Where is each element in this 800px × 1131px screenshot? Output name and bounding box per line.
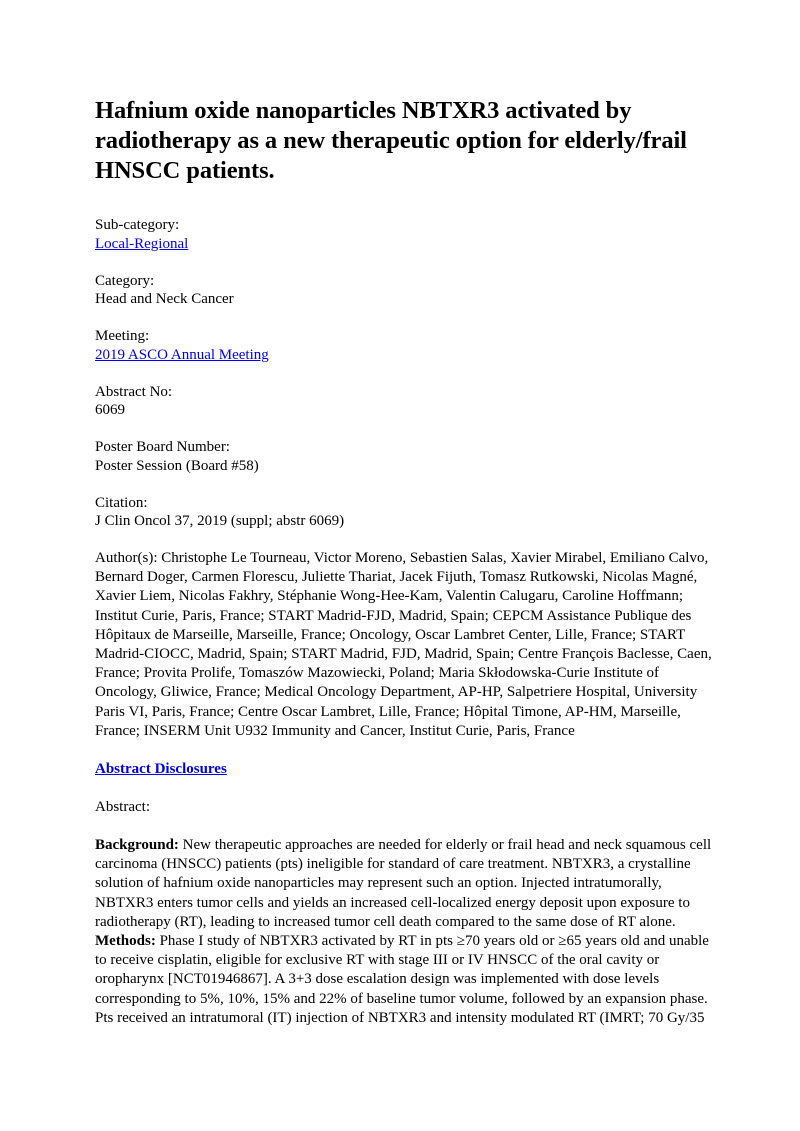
poster-board-value: Poster Session (Board #58) [95,457,259,474]
category-value: Head and Neck Cancer [95,291,234,307]
methods-text: Phase I study of NBTXR3 activated by RT in pts ≥70 years old or ≥65 years old and unable to receive cisplatin, eligible for exclusive RT with stage III or IV HNSCC of the oral cavity or oropharynx [NCT01946867]. A 3+3 dose escalation design was implemented with dose levels corresponding to 5%, 10%, 15% and 22% of baseline tumor volume, followed by an expansion phase. Pts received an intratumoral (IT) injection of NBTXR3 and intensity modulated RT (IMRT; 70 Gy/35 [95,933,709,1026]
subcategory-label: Sub-category: [95,217,180,233]
authors-text: Author(s): Christophe Le Tourneau, Victor Moreno, Sebastien Salas, Xavier Mirabel, Emiliano Calvo, Bernard Doger, Carmen Florescu, Juliette Thariat, Jacek Fijuth, Tomasz Rutkowski, Nicolas Magné, Xavier Liem, Nicolas Fakhry, Stéphanie Wong-Hee-Kam, Valentin Calugaru, Caroline Hoffmann; Institut Curie, Paris, France; START Madrid-FJD, Madrid, Spain; CEPCM Assistance Publique des Hôpitaux de Marseille, Marseille, France; Oncology, Oscar Lambret Center, Lille, France; START Madrid-CIOCC, Madrid, Spain; START Madrid, FJD, Madrid, Spain; Centre François Baclesse, Caen, France; Provita Prolife, Tomaszów Mazowiecki, Poland; Maria Skłodowska-Curie Institute of Oncology, Gliwice, France; Medical Oncology Department, AP-HP, Salpetriere Hospital, University Paris VI, Paris, France; Centre Oscar Lambret, Lille, France; Hôpital Timone, AP-HM, Marseille, France; INSERM Unit U932 Immunity and Cancer, Institut Curie, Paris, France [95,550,712,739]
page-title: Hafnium oxide nanoparticles NBTXR3 activated by radiotherapy as a new therapeutic option for elderly/frail HNSCC patients. [95,97,687,184]
abstract-number-value: 6069 [95,402,125,418]
abstract-number-field [95,383,715,420]
subcategory-link[interactable]: Local-Regional [95,235,189,252]
meeting-label: Meeting: [95,328,150,344]
citation-label: Citation: [95,494,148,511]
background-heading: Background: [95,837,179,854]
abstract-page [95,96,715,1028]
abstract-body [95,836,715,1028]
citation-value: J Clin Oncol 37, 2019 (suppl; abstr 6069) [95,513,345,529]
abstract-disclosures-link[interactable]: Abstract Disclosures [95,761,227,778]
abstract-label: Abstract: [95,799,150,816]
category-label: Category: [95,272,155,289]
category-field [95,272,715,309]
meeting-link[interactable]: 2019 ASCO Annual Meeting [95,346,269,363]
citation-field [95,494,715,531]
meeting-field [95,327,715,364]
poster-board-label: Poster Board Number: [95,439,230,455]
subcategory-field [95,216,715,253]
poster-board-field [95,438,715,475]
methods-heading: Methods: [95,933,156,950]
abstract-number-label: Abstract No: [95,383,173,400]
background-text: New therapeutic approaches are needed for elderly or frail head and neck squamous cell carcinoma (HNSCC) patients (pts) ineligible for standard of care treatment. NBTXR3, a crystalline solution of hafnium oxide nanoparticles may represent such an option. Injected intratumorally, NBTXR3 enters tumor cells and yields an increased cell-localized energy deposit upon exposure to radiotherapy (RT), leading to increased tumor cell death compared to the same dose of RT alone. [95,837,712,930]
